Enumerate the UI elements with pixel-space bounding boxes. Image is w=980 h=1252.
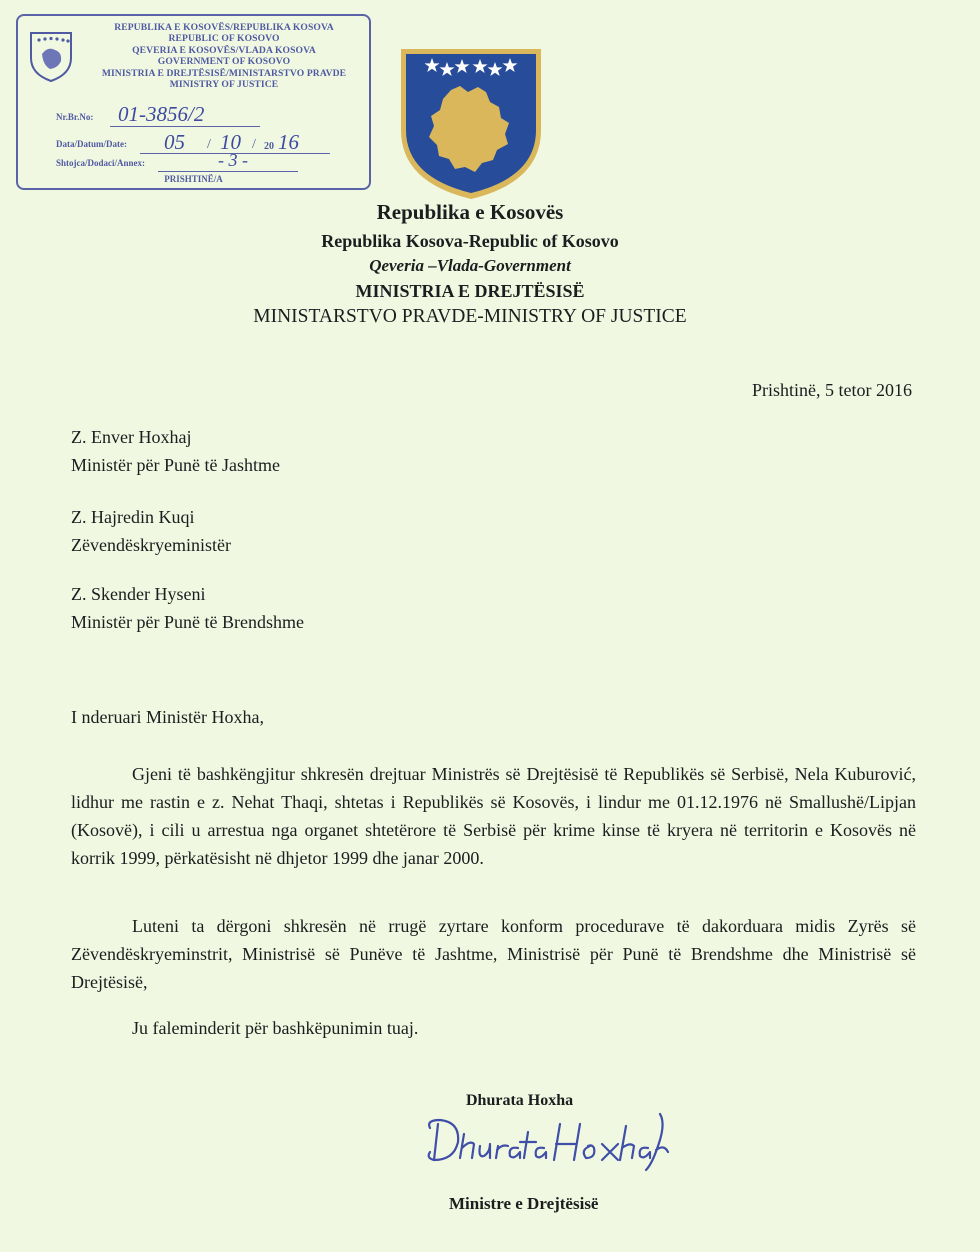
- recipient-title: Zëvendëskryeministër: [71, 535, 231, 555]
- recipient-block: [71, 503, 231, 559]
- stamp-annex-underline: [158, 171, 298, 172]
- stamp-date-year: 16: [278, 130, 299, 154]
- stamp-emblem-icon: [28, 28, 74, 84]
- stamp-date-separator: /: [207, 137, 211, 152]
- body-paragraph: Luteni ta dërgoni shkresën në rrugë zyrtare konform procedurave të dakorduara midis Zyrës së Zëvendëskryeminstrit, Ministrisë së Punëve të Jashtme, Ministrisë për Punë të Brendshme dhe Ministrisë së Drejtësisë,: [71, 916, 916, 992]
- stamp-number-label: Nr.Br.No:: [56, 112, 94, 122]
- stamp-annex-value: - 3 -: [218, 150, 248, 170]
- stamp-city: PRISHTINË/A: [164, 174, 223, 184]
- stamp-date-year-prefix: 20: [264, 141, 274, 152]
- letterhead-republic: Republika e Kosovës: [376, 200, 564, 224]
- recipient-block: [71, 423, 280, 479]
- stamp-date-month: 10: [220, 130, 241, 154]
- stamp-date-day: 05: [164, 130, 185, 154]
- signatory-title: Ministre e Drejtësisë: [449, 1194, 599, 1213]
- stamp-header: [80, 22, 368, 90]
- handwritten-signature: [420, 1104, 670, 1174]
- body-paragraph: Ju faleminderit për bashkëpunimin tuaj.: [132, 1018, 419, 1038]
- letterhead-government: Qeveria –Vlada-Government: [369, 256, 571, 275]
- stamp-annex-label: Shtojca/Dodaci/Annex:: [56, 158, 146, 168]
- recipient-name: Z. Skender Hyseni: [71, 584, 206, 604]
- kosovo-coat-of-arms-icon: [398, 46, 544, 202]
- signatory-name: Dhurata Hoxha: [466, 1092, 574, 1109]
- stamp-header-line: REPUBLIKA E KOSOVËS/REPUBLIKA KOSOVA: [114, 22, 334, 33]
- stamp-header-line: MINISTRIA E DREJTËSISË/MINISTARSTVO PRAVDE: [101, 67, 347, 79]
- registry-stamp: [16, 14, 371, 190]
- body-paragraph: Gjeni të bashkëngjitur shkresën drejtuar Ministrës së Drejtësisë të Republikës së Serbisë, Nela Kuburović, lidhur me rastin e z. Nehat Thaqi, shtetas i Republikës së Kosovës, i lindur me 01.12.1976 në Smallushë/Lipjan (Kosovë), i cili u arrestua nga organet shtetërore të Serbisë për krime kinse të kryera në territorin e Kosovës në korrik 1999, përkatësisht në dhjetor 1999 dhe janar 2000.: [71, 764, 916, 868]
- recipient-title: Ministër për Punë të Brendshme: [71, 612, 304, 632]
- recipient-name: Z. Hajredin Kuqi: [71, 507, 195, 527]
- recipient-title: Ministër për Punë të Jashtme: [71, 455, 280, 475]
- salutation: I nderuari Ministër Hoxha,: [71, 707, 264, 727]
- recipient-block: [71, 580, 304, 636]
- stamp-date-separator: /: [252, 137, 256, 152]
- stamp-date-label: Data/Datum/Date:: [56, 139, 127, 149]
- stamp-header-line: QEVERIA E KOSOVËS/VLADA KOSOVA: [132, 44, 316, 56]
- stamp-number-value: 01-3856/2: [118, 102, 205, 126]
- stamp-header-line: REPUBLIC OF KOSOVO: [168, 33, 280, 45]
- letterhead-republic-multilingual: Republika Kosova-Republic of Kosovo: [321, 231, 619, 251]
- stamp-header-line: GOVERNMENT OF KOSOVO: [157, 56, 291, 68]
- recipient-name: Z. Enver Hoxhaj: [71, 427, 192, 447]
- letterhead-ministry: MINISTRIA E DREJTËSISË: [355, 281, 585, 301]
- stamp-header-line: MINISTRY OF JUSTICE: [169, 79, 279, 91]
- letterhead-ministry-multilingual: MINISTARSTVO PRAVDE-MINISTRY OF JUSTICE: [253, 306, 687, 327]
- letter-date: Prishtinë, 5 tetor 2016: [752, 380, 912, 400]
